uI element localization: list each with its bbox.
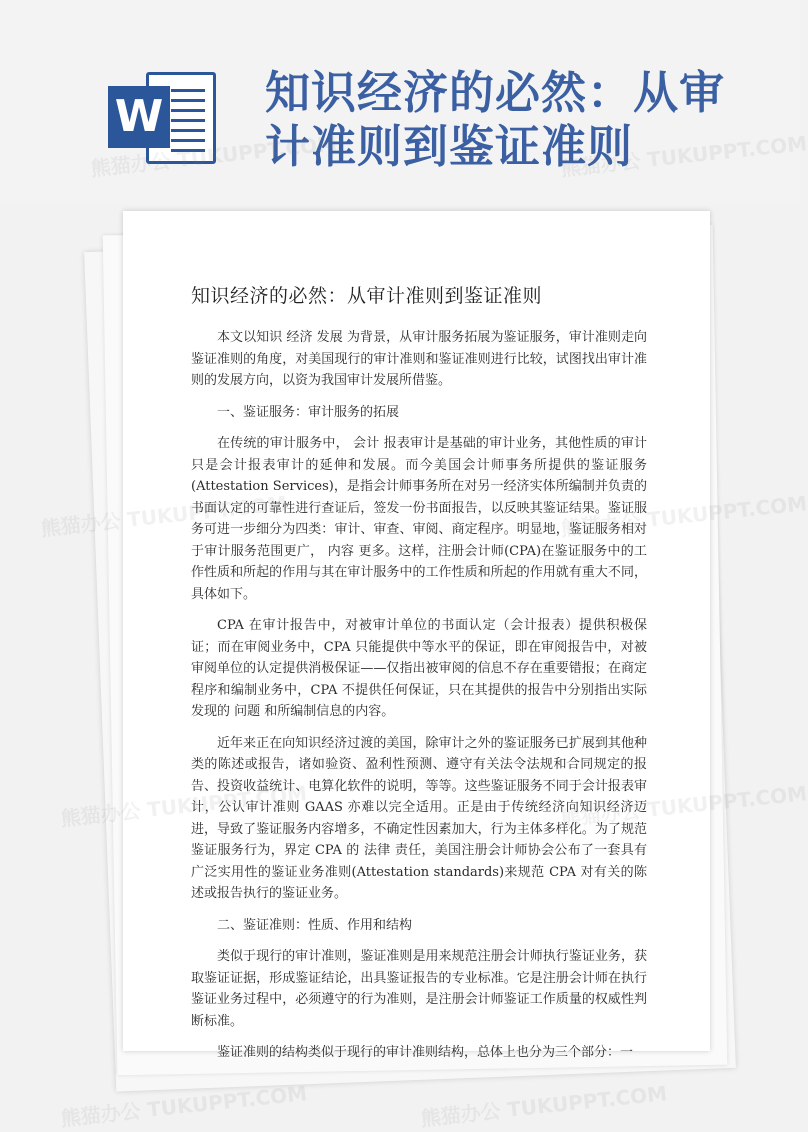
document-body: [191, 327, 647, 1074]
banner: [0, 0, 800, 205]
paragraph: 近年来正在向知识经济过渡的美国，除审计之外的鉴证服务已扩展到其他种类的陈述或报告，诸如验资、盈利性预测、遵守有关法令法规和合同规定的报告、投资收益统计、电算化软件的说明，等等。这些鉴证服务不同于会计报表审计，公认审计准则 GAAS 亦难以完全适用。正是由于传统经济向知识经济迈进，导致了鉴证服务内容增多，不确定性因素加大，行为主体多样化。为了规范鉴证服务行为，界定 CPA 的 法律 责任，美国注册会计师协会公布了一套具有广泛实用性的鉴证业务准则(Attestation standards)来规范 CPA 对有关的陈述或报告执行的鉴证业务。: [191, 735, 647, 901]
watermark: 熊猫办公 TUKUPPT.COM: [419, 1081, 669, 1131]
document-title: 知识经济的必然：从审计准则到鉴证准则: [191, 285, 543, 307]
watermark: 熊猫办公: [59, 798, 142, 831]
paragraph: CPA 在审计报告中，对被审计单位的书面认定（会计报表）提供积极保证；而在审阅业务中，CPA 只能提供中等水平的保证，即在审阅报告中，对被审阅单位的认定提供消极保证——仅指出被审阅的信息不存在重要错报；在商定程序和编制业务中，CPA 不提供任何保证，只在其提供的报告中分别指出实际发现的 问题 和所编制信息的内容。: [191, 618, 647, 719]
watermark: 熊猫办公: [39, 508, 122, 541]
watermark: 熊猫办公 TUKUPPT.COM: [59, 1081, 309, 1131]
paragraph: 在传统的审计服务中， 会计 报表审计是基础的审计业务，其他性质的审计只是会计报表审计的延伸和发展。而今美国会计师事务所提供的鉴证服务(Attestation Services)，是指会计师事务所在对另一经济实体所编制并负责的书面认定的可靠性进行查证后，签发一份书面报告，以反映其鉴证结果。鉴证服务可进一步细分为四类：审计、审查、审阅、商定程序。明显地，鉴证服务相对于审计服务范围更广， 内容 更多。这样，注册会计师(CPA)在鉴证服务中的工作性质和所起的作用与其在审计服务中的工作性质和所起的作用就有重大不同，具体如下。: [191, 436, 647, 602]
document-page: [123, 211, 710, 1060]
word-icon: [108, 72, 216, 164]
banner-title: 知识经济的必然：从审计准则到鉴证准则: [265, 66, 726, 173]
watermark: TUKUPPT.COM: [646, 491, 808, 532]
watermark: TUKUPPT.COM: [646, 781, 808, 822]
word-letter: W: [108, 86, 170, 148]
paragraph: 鉴证准则的结构类似于现行的审计准则结构，总体上也分为三个部分：一: [217, 1045, 634, 1060]
section-heading-2: 二、鉴证准则：性质、作用和结构: [217, 917, 413, 933]
paragraph: 类似于现行的审计准则，鉴证准则是用来规范注册会计师执行鉴证业务，获取鉴证证据，形成鉴证结论，出具鉴证报告的专业标准。它是注册会计师在执行鉴证业务过程中，必须遵守的行为准则，是注册会计师鉴证工作质量的权威性判断标准。: [191, 949, 647, 1029]
paragraph-intro: 本文以知识 经济 发展 为背景，从审计服务拓展为鉴证服务，审计准则走向鉴证准则的角度，对美国现行的审计准则和鉴证准则进行比较，试图找出审计准则的发展方向，以资为我国审计发展所借鉴。: [191, 330, 647, 388]
section-heading-1: 一、鉴证服务：审计服务的拓展: [217, 404, 400, 420]
